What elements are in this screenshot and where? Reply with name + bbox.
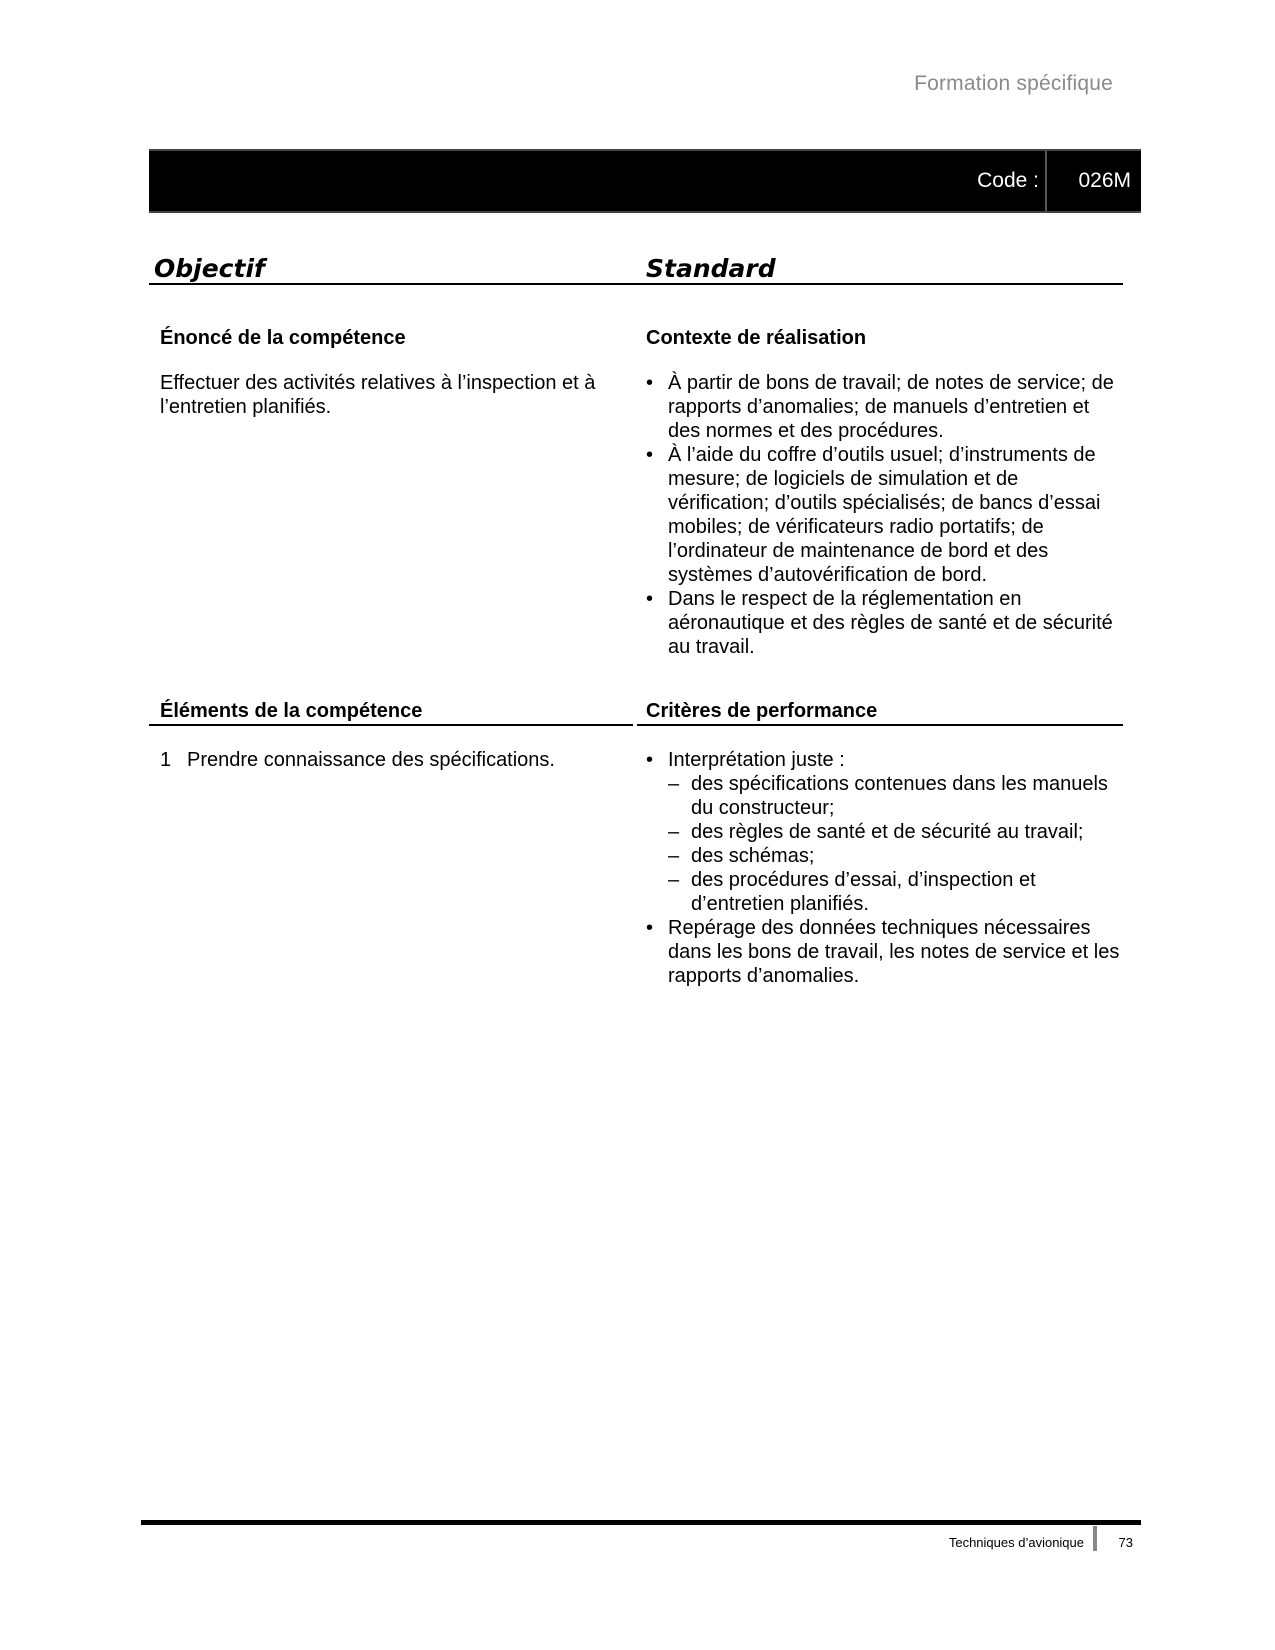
standard-heading: Standard [646, 254, 776, 283]
footer-program: Techniques d’avionique [948, 1535, 1084, 1550]
contexte-item: • À l’aide du coffre d’outils usuel; d’instruments de mesure; de logiciels de simulation et de vérification; d’outils spécialisés; de bancs d’essai mobiles; de vérificateurs radio portatifs; de l’ordinateur de maintenance de bord et des systèmes d’autovérification de bord. [646, 443, 1124, 587]
enonce-heading: Énoncé de la compétence [160, 327, 406, 349]
code-value: 026M [1078, 169, 1131, 192]
criteres-subitem: – des procédures d’essai, d’inspection et d’entretien planifiés. [668, 868, 1124, 916]
criteres-rule [637, 724, 1123, 726]
criteres-item-label: Interprétation juste : [668, 749, 845, 771]
element-item [160, 748, 620, 772]
criteres-list [646, 748, 1124, 988]
criteres-subitem: – des spécifications contenues dans les manuels du constructeur; [668, 772, 1124, 820]
code-label: Code : [977, 169, 1039, 192]
contexte-heading: Contexte de réalisation [646, 327, 867, 349]
contexte-item: • Dans le respect de la réglementation en aéronautique et des règles de santé et de sécurité au travail. [646, 587, 1124, 659]
contexte-list [646, 371, 1124, 659]
criteres-item: • Repérage des données techniques nécessaires dans les bons de travail, les notes de service et les rapports d’anomalies. [646, 916, 1124, 988]
objectif-heading: Objectif [154, 254, 265, 283]
criteres-item [646, 748, 1124, 916]
elements-heading: Éléments de la compétence [160, 700, 423, 722]
code-separator [1045, 151, 1047, 211]
criteres-subitem: – des règles de santé et de sécurité au travail; [668, 820, 1124, 844]
element-text: Prendre connaissance des spécifications. [187, 749, 555, 771]
running-head: Formation spécifique [914, 72, 1113, 95]
heading-rule [149, 283, 1123, 285]
criteres-heading: Critères de performance [646, 700, 878, 722]
code-bar [149, 149, 1141, 213]
criteres-subitem: – des schémas; [668, 844, 1124, 868]
page-number: 73 [1118, 1535, 1133, 1550]
contexte-item: • À partir de bons de travail; de notes de service; de rapports d’anomalies; de manuels d’entretien et des normes et des procédures. [646, 371, 1124, 443]
footer-separator [1093, 1526, 1097, 1551]
footer-rule [141, 1520, 1141, 1525]
elements-rule [149, 724, 633, 726]
enonce-text: Effectuer des activités relatives à l’inspection et à l’entretien planifiés. [160, 372, 596, 418]
element-number: 1 [160, 749, 172, 771]
